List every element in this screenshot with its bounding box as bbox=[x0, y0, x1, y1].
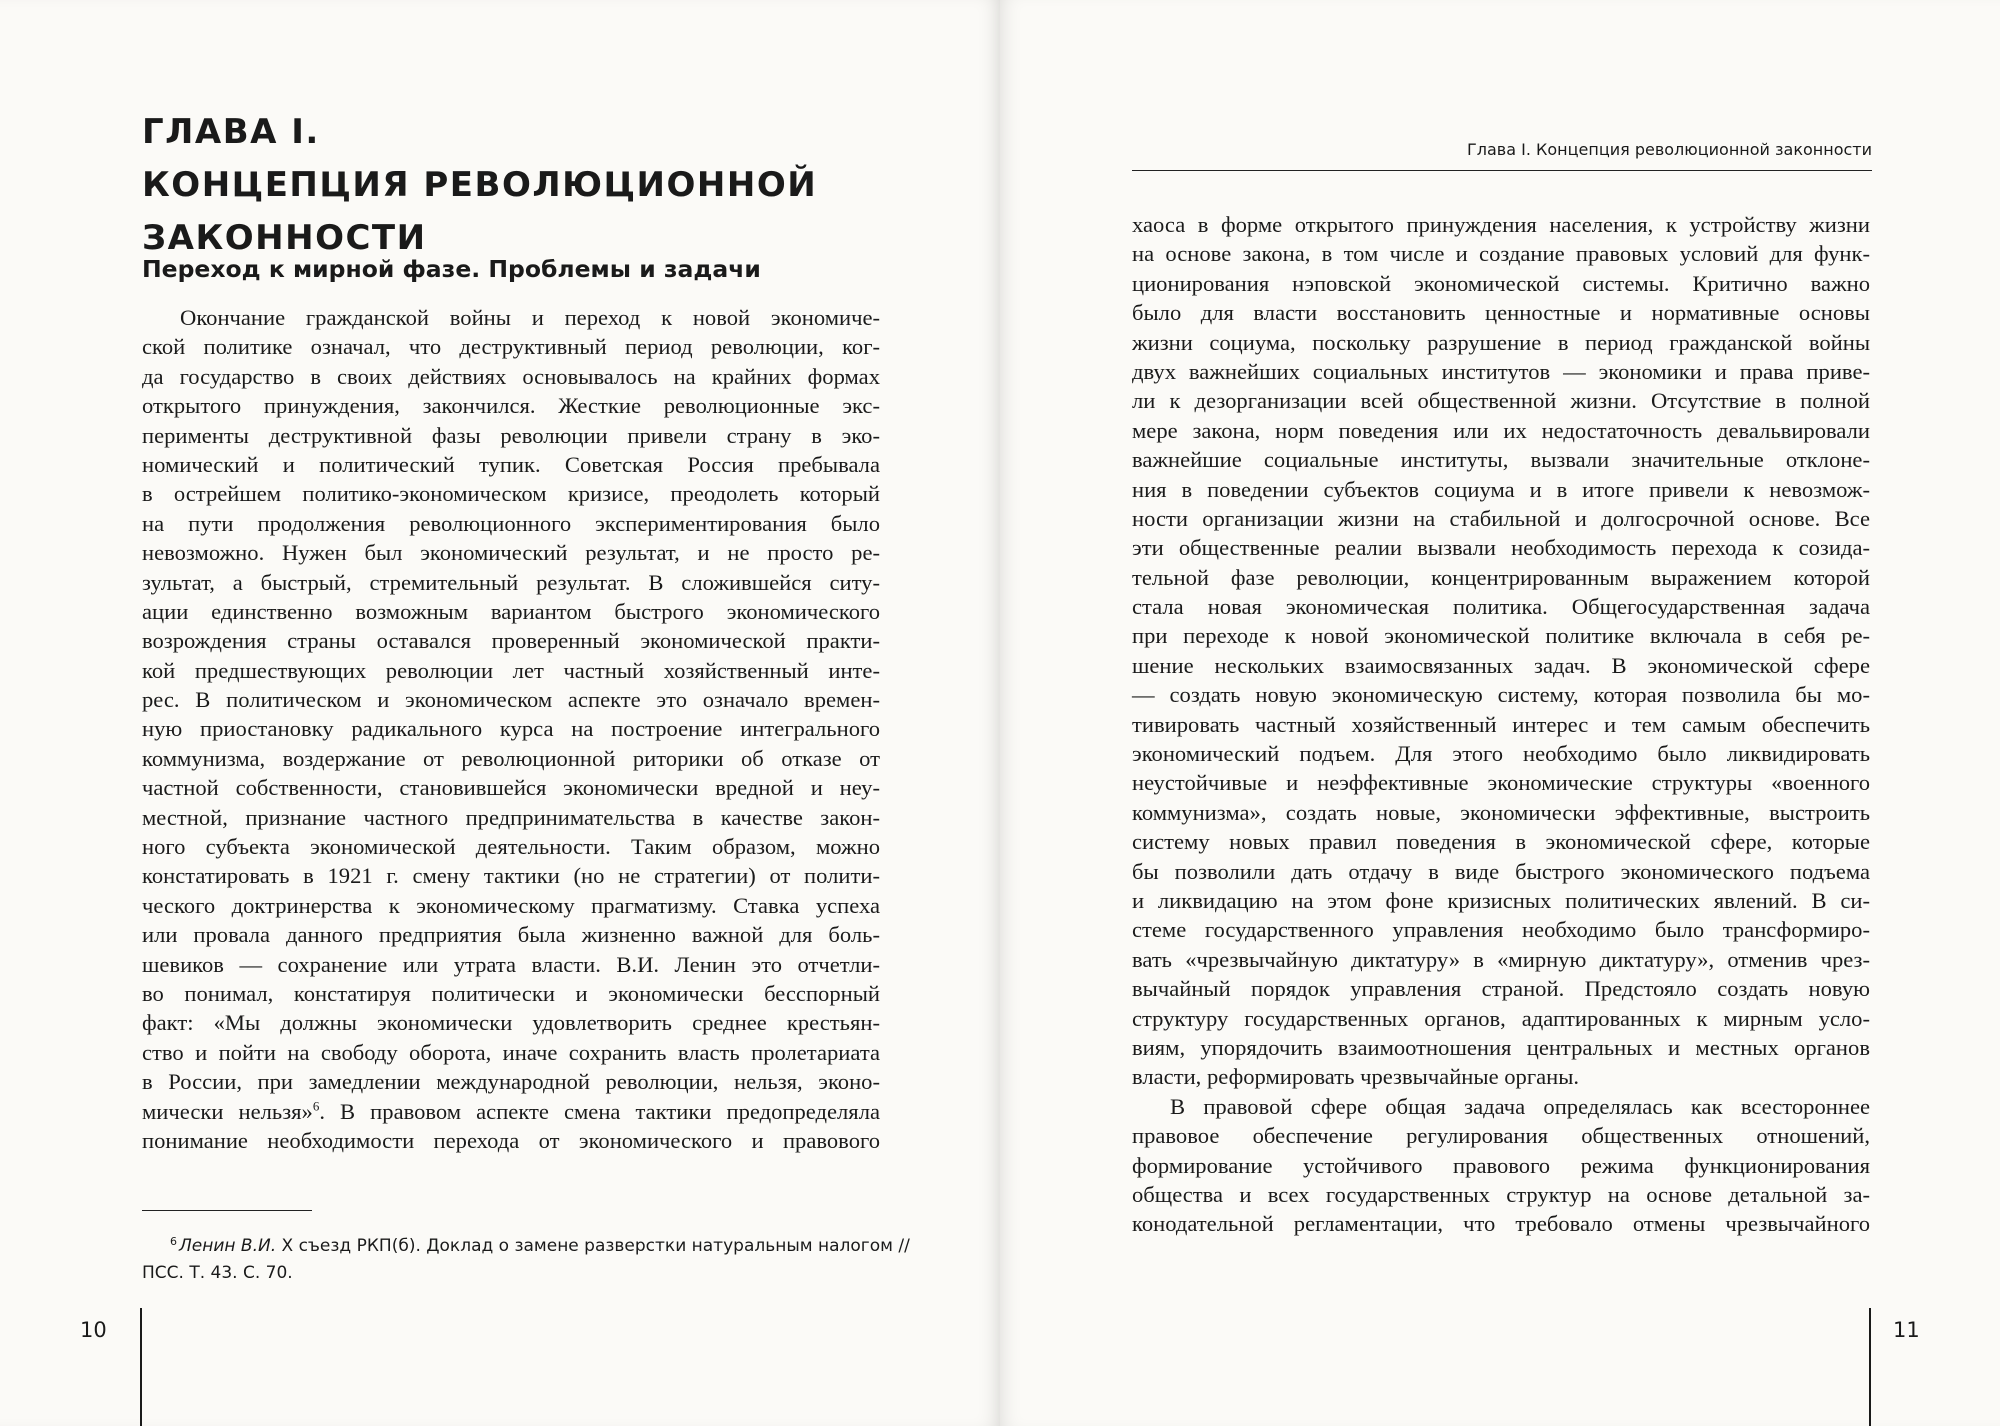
text-line: констатировать в 1921 г. смену тактики (но не стратегии) от полити- bbox=[142, 863, 880, 889]
section-heading: Переход к мирной фазе. Проблемы и задачи bbox=[142, 255, 761, 283]
text-line: бы позволили дать отдачу в виде быстрого экономического подъема bbox=[1132, 858, 1870, 884]
text-line: коммунизма, воздержание от революционной риторики об отказе от bbox=[142, 745, 880, 771]
margin-rule bbox=[1869, 1308, 1871, 1426]
text-line: эти общественные реалии вызвали необходимость перехода к созида- bbox=[1132, 535, 1870, 561]
text-line: шевиков — сохранение или утрата власти. В.И. Ленин это отчетли- bbox=[142, 951, 880, 977]
page-number: 10 bbox=[80, 1318, 107, 1342]
text-line: формирование устойчивого правового режима функционирования bbox=[1132, 1152, 1870, 1178]
text-line: виям, упорядочить взаимоотношения центральных и местных органов bbox=[1132, 1034, 1870, 1060]
text-line: факт: «Мы должны экономически удовлетворить среднее крестьян- bbox=[142, 1010, 880, 1036]
right-body-text bbox=[1132, 210, 1870, 1239]
text-line: рес. В политическом и экономическом аспекте это означало времен- bbox=[142, 687, 880, 713]
footnote-line bbox=[142, 1228, 910, 1260]
page-number: 11 bbox=[1893, 1318, 1920, 1342]
left-body-text bbox=[142, 303, 880, 1155]
text-line: невозможно. Нужен был экономический результат, и не просто ре- bbox=[142, 540, 880, 566]
text-line: вать «чрезвычайную диктатуру» в «мирную диктатуру», отменив чрез- bbox=[1132, 946, 1870, 972]
text-line: открытого принуждения, закончился. Жесткие революционные экс- bbox=[142, 393, 880, 419]
footnote-line: ПСС. Т. 43. С. 70. bbox=[142, 1263, 293, 1283]
chapter-title-line: КОНЦЕПЦИЯ РЕВОЛЮЦИОННОЙ bbox=[142, 165, 818, 205]
footnote-number: 6 bbox=[170, 1235, 177, 1248]
text-line-with-footnote bbox=[142, 1097, 880, 1126]
chapter-title bbox=[142, 106, 902, 265]
chapter-title-line: ЗАКОННОСТИ bbox=[142, 218, 427, 258]
text-line: коммунизма», создать новые, экономически эффективные, выстроить bbox=[1132, 799, 1870, 825]
text-line: было для власти восстановить ценностные и нормативные основы bbox=[1132, 300, 1870, 326]
text-fragment: . В правовом аспекте смена тактики предопределяла bbox=[319, 1098, 881, 1124]
text-line: экономический подъем. Для этого необходимо было ликвидировать bbox=[1132, 741, 1870, 767]
text-line: возрождения страны оставался проверенный экономической практи- bbox=[142, 628, 880, 654]
text-line: конодательной регламентации, что требовало отмены чрезвычайного bbox=[1132, 1211, 1870, 1237]
text-line: частной собственности, становившейся экономически вредной и неу- bbox=[142, 775, 880, 801]
text-line: при переходе к новой экономической политике включала в себя ре- bbox=[1132, 623, 1870, 649]
text-line: ации единственно возможным вариантом быстрого экономического bbox=[142, 598, 880, 624]
text-line: власти, реформировать чрезвычайные органы. bbox=[1132, 1064, 1580, 1090]
text-line: стала новая экономическая политика. Общегосударственная задача bbox=[1132, 594, 1870, 620]
text-line: тивировать частный хозяйственный интерес и тем самым обеспечить bbox=[1132, 711, 1870, 737]
text-line: жизни социума, поскольку разрушение в период гражданской войны bbox=[1132, 329, 1870, 355]
text-line: понимание необходимости перехода от экономического и правового bbox=[142, 1127, 880, 1153]
text-line: да государство в своих действиях основывалось на крайних формах bbox=[142, 363, 880, 389]
text-line: — создать новую экономическую систему, которая позволила бы мо- bbox=[1132, 682, 1870, 708]
text-line: двух важнейших социальных институтов — экономики и права приве- bbox=[1132, 358, 1870, 384]
text-line: ния в поведении субъектов социума и в итоге привели к невозмож- bbox=[1132, 476, 1870, 502]
text-line: на пути продолжения революционного экспериментирования было bbox=[142, 510, 880, 536]
text-line: на основе закона, в том числе и создание правовых условий для функ- bbox=[1132, 241, 1870, 267]
text-line: ного субъекта экономической деятельности. Таким образом, можно bbox=[142, 834, 880, 860]
footnote-author: Ленин В.И. bbox=[179, 1236, 277, 1256]
text-line: ционирования нэповской экономической системы. Критично важно bbox=[1132, 270, 1870, 296]
text-line: стеме государственного управления необходимо было трансформиро- bbox=[1132, 917, 1870, 943]
text-line: тельной фазе революции, концентрированным выражением которой bbox=[1132, 564, 1870, 590]
text-line: зультат, а быстрый, стремительный результат. В сложившейся ситу- bbox=[142, 569, 880, 595]
text-line: во понимал, констатируя политически и экономически бесспорный bbox=[142, 980, 880, 1006]
text-line: ную приостановку радикального курса на построение интегрального bbox=[142, 716, 880, 742]
running-head-rule bbox=[1132, 170, 1872, 171]
text-fragment: мически нельзя» bbox=[142, 1098, 313, 1124]
footnote-separator bbox=[142, 1210, 312, 1211]
text-line: ской политике означал, что деструктивный период революции, ког- bbox=[142, 334, 880, 360]
text-line: ности организации жизни на стабильной и долгосрочной основе. Все bbox=[1132, 505, 1870, 531]
chapter-title-line: ГЛАВА I. bbox=[142, 112, 320, 152]
text-line: правовое обеспечение регулирования общественных отношений, bbox=[1132, 1123, 1870, 1149]
text-line: Окончание гражданской войны и переход к новой экономиче- bbox=[180, 305, 880, 330]
text-line: перименты деструктивной фазы революции привели страну в эко- bbox=[142, 422, 880, 448]
text-line: систему новых правил поведения в экономической сфере, которые bbox=[1132, 829, 1870, 855]
text-line: и ликвидацию на этом фоне кризисных политических явлений. В си- bbox=[1132, 887, 1870, 913]
text-line: В правовой сфере общая задача определялась как всестороннее bbox=[1170, 1093, 1870, 1119]
text-line: ческого доктринерства к экономическому прагматизму. Ставка успеха bbox=[142, 892, 880, 918]
footnote bbox=[142, 1228, 910, 1287]
text-line: мере закона, норм поведения или их недостаточность девальвировали bbox=[1132, 417, 1870, 443]
text-line: в острейшем политико-экономическом кризисе, преодолеть который bbox=[142, 481, 880, 507]
text-line: неустойчивые и неэффективные экономические структуры «военного bbox=[1132, 770, 1870, 796]
footnote-reference[interactable]: 6 bbox=[312, 1098, 320, 1114]
text-line: структуру государственных органов, адаптированных к мирным усло- bbox=[1132, 1005, 1870, 1031]
text-line: вычайный порядок управления страной. Предстояло создать новую bbox=[1132, 976, 1870, 1002]
text-line: кой предшествующих революции лет частный хозяйственный инте- bbox=[142, 657, 880, 683]
text-line: важнейшие социальные институты, вызвали значительные отклоне- bbox=[1132, 447, 1870, 473]
text-line: шение нескольких взаимосвязанных задач. В экономической сфере bbox=[1132, 652, 1870, 678]
text-line: местной, признание частного предпринимательства в качестве закон- bbox=[142, 804, 880, 830]
text-line: номический и политический тупик. Советская Россия пребывала bbox=[142, 451, 880, 477]
text-line: общества и всех государственных структур на основе детальной за- bbox=[1132, 1181, 1870, 1207]
running-head: Глава I. Концепция революционной законности bbox=[1467, 140, 1872, 159]
text-line: в России, при замедлении международной революции, нельзя, эконо- bbox=[142, 1069, 880, 1095]
text-line: хаоса в форме открытого принуждения населения, к устройству жизни bbox=[1132, 212, 1870, 237]
text-line: или провала данного предприятия была жизненно важной для боль- bbox=[142, 922, 880, 948]
footnote-text: X съезд РКП(б). Доклад о замене разверстки натуральным налогом // bbox=[276, 1236, 910, 1256]
text-line: ство и пойти на свободу оборота, иначе сохранить власть пролетариата bbox=[142, 1039, 880, 1065]
text-line: ли к дезорганизации всей общественной жизни. Отсутствие в полной bbox=[1132, 388, 1870, 414]
margin-rule bbox=[140, 1308, 142, 1426]
